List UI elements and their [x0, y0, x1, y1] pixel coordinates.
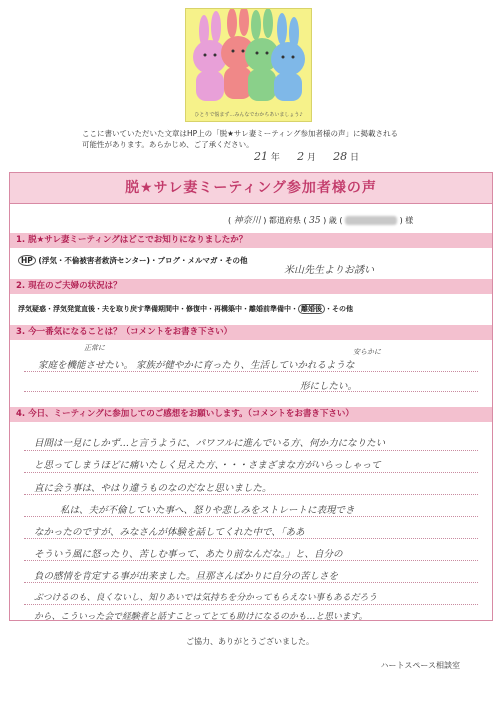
q4-rule-1 — [24, 450, 478, 451]
q3-rule-2 — [24, 391, 478, 392]
q1-options — [18, 255, 247, 266]
q2-options-before: 浮気疑惑・浮気発覚直後・夫を取り戻す準備期間中・修復中・再構築中・離婚前準備中・ — [18, 305, 298, 313]
q2-options — [18, 304, 353, 314]
q4-rule-8 — [24, 604, 478, 605]
question-2: 2. 現在のご夫婦の状況は？ — [10, 279, 492, 294]
date-day-label: 日 — [350, 153, 360, 163]
prefecture-label: 都道府県 — [268, 216, 301, 225]
question-3: 3. 今一番気になることは？（コメントをお書き下さい） — [10, 325, 492, 340]
q1-option-hp-circled: HP — [18, 255, 36, 266]
q4-line-8: ぶつけるのも、良くないし、知りあいでは気持ちを分かってもらえない事もあるだろう — [34, 593, 378, 603]
q3-note-1: 正常に — [84, 344, 105, 352]
q3-rule-1 — [24, 371, 478, 372]
profile-row — [228, 213, 413, 226]
q4-rule-4 — [24, 516, 478, 517]
notice-line-1: ここに書いていただいた文章はHP上の「脱★サレ妻ミーティング参加者様の声」に掲載される — [82, 129, 398, 138]
name-paren-open: ( — [339, 216, 343, 225]
q4-rule-6 — [24, 560, 478, 561]
prefecture-paren-close: ) — [263, 216, 267, 225]
form-title: 脱★サレ妻ミーティング参加者様の声 — [10, 173, 492, 204]
q4-rule-5 — [24, 538, 478, 539]
date-month-label: 月 — [306, 153, 316, 163]
thanks-message: ご協力、ありがとうございました。 — [186, 637, 314, 646]
q4-rule-2 — [24, 472, 478, 473]
age-paren-open: ( — [303, 216, 307, 225]
age-label: 歳 — [328, 216, 337, 225]
q4-rule-7 — [24, 582, 478, 583]
q4-line-6: そういう風に怒ったり、苦しむ事って、あたり前なんだな。」と、自分の — [34, 549, 343, 560]
illustration-caption: ひとりで悩まず…みんなでわかちあいましょう♪ — [194, 112, 303, 118]
bunny-illustration — [185, 8, 312, 122]
organization-name: ハートスペース相談室 — [380, 661, 460, 670]
feedback-form — [9, 172, 493, 621]
prefecture-value: 神奈川 — [233, 216, 261, 226]
date-year-label: 年 — [270, 153, 280, 163]
question-4: 4. 今日、ミーティングに参加してのご感想をお願いします。（コメントをお書き下さい） — [10, 407, 492, 422]
age-paren-close: ) — [323, 216, 327, 225]
age-value: 35 — [309, 216, 321, 226]
redacted-name — [345, 216, 397, 225]
q1-options-text: (浮気・不倫被害者救済センター)・ブログ・メルマガ・その他 — [38, 256, 248, 265]
q1-answer: 米山先生よりお誘い — [284, 265, 374, 276]
q4-line-2: と思ってしまうほどに痛いたしく見えた方、・・・さまざまな方がいらっしゃって — [34, 460, 381, 471]
question-1: 1. 脱★サレ妻ミーティングはどこでお知りになりましたか？ — [10, 233, 492, 248]
q4-rule-3 — [24, 494, 478, 495]
bunnies-image — [186, 9, 311, 121]
q4-line-4: 私は、夫が不倫していた事へ、怒りや悲しみをストレートに表現でき — [60, 505, 355, 516]
name-suffix: 様 — [405, 216, 414, 225]
date-row — [254, 150, 359, 163]
name-paren-close: ) — [399, 216, 403, 225]
prefecture-paren-open: ( — [228, 216, 232, 225]
q4-line-3: 直に会う事は、やはり違うものなのだなと思いました。 — [34, 483, 272, 494]
date-year: 21 — [254, 150, 268, 163]
q4-line-5: なかったのですが、みなさんが体験を話してくれた中で、「ああ — [34, 527, 305, 538]
q4-line-1: 目間は一見にしかず…と言うように、パワフルに進んでいる方、何か力になりたい — [34, 438, 386, 449]
q4-line-9: から、こういった会で経験者と話すことってとても助けになるのかも…と思います。 — [34, 612, 368, 622]
q3-note-2: 安らかに — [353, 348, 381, 356]
date-day: 28 — [333, 150, 348, 163]
q4-line-7: 負の感情を肯定する事が出来ました。旦那さんばかりに自分の苦しさを — [34, 571, 339, 582]
q3-line-2: 形にしたい。 — [300, 381, 358, 392]
date-month: 2 — [297, 150, 305, 163]
notice-line-2: 可能性があります。あらかじめ、ご了承ください。 — [82, 140, 254, 149]
q2-selected-option: 離婚後 — [298, 304, 325, 314]
q2-options-after: ・その他 — [325, 305, 353, 313]
q3-line-1: 家庭を機能させたい。 家族が健やかに育ったり、生活していかれるような — [38, 360, 355, 371]
